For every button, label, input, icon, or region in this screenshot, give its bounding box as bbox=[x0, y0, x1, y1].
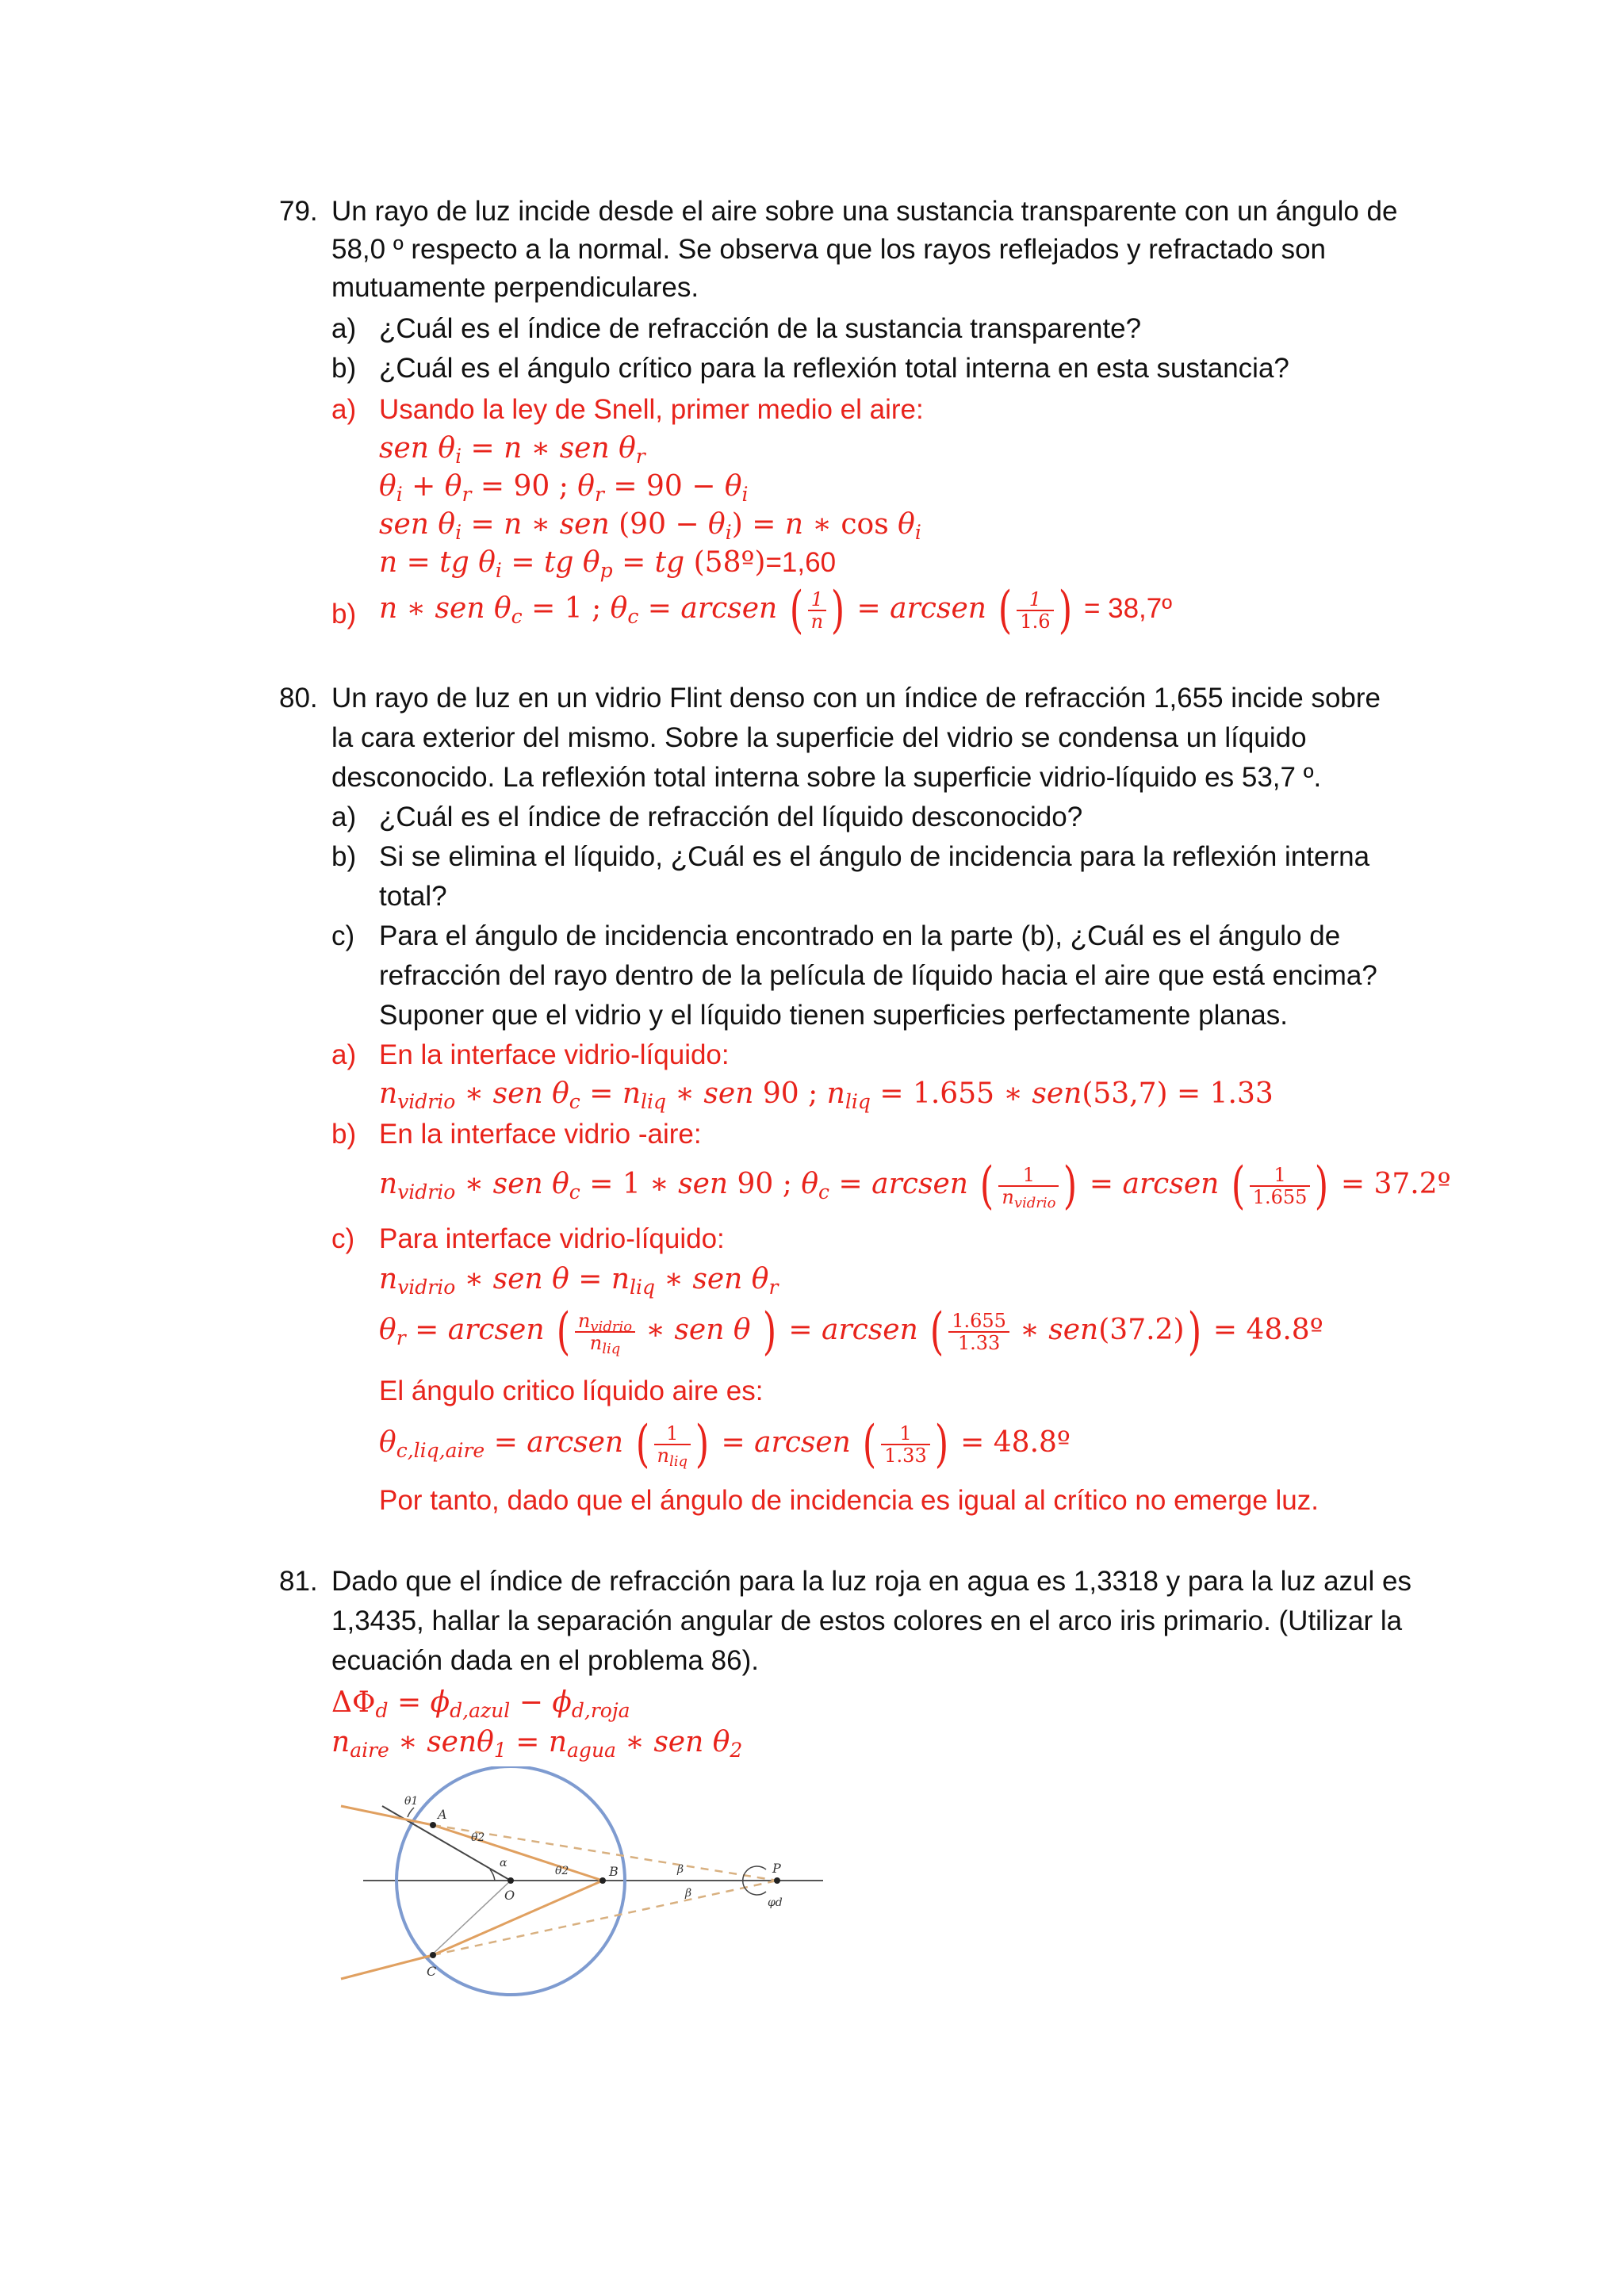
result-critical-liq: 48.8º bbox=[993, 1426, 1071, 1459]
label-theta2-b: θ2 bbox=[555, 1865, 569, 1877]
label-phi: φd bbox=[768, 1896, 783, 1909]
equation-c1: $n_{vidrio}$ ∗ sen $\theta = n_{liq}$ ∗ sen $\theta_r$ bbox=[379, 1263, 779, 1299]
value-n-glass: 1.655 bbox=[912, 1077, 994, 1110]
statement-line: Un rayo de luz en un vidrio Flint denso con un índice de refracción 1,655 incide sobre bbox=[331, 683, 1381, 714]
statement-line: 1,3435, hallar la separación angular de estos colores en el arco iris primario. (Utilizar la bbox=[331, 1605, 1403, 1636]
answer-text: En la interface vidrio -aire: bbox=[379, 1119, 702, 1150]
equation-c3: $\theta_{c,liq,aire}$ = arcsen ( $\frac{1}{n_{liq}}$ ) = arcsen ( $\frac{1}{1.33}$ ) = 48.8º bbox=[379, 1415, 1071, 1474]
label-beta-top: β bbox=[677, 1863, 684, 1876]
label-alpha: α bbox=[500, 1857, 508, 1869]
statement-line: Un rayo de luz incide desde el aire sobre una sustancia transparente con un ángulo de bbox=[331, 196, 1398, 227]
answer-text: Para interface vidrio-líquido: bbox=[379, 1223, 725, 1254]
statement-line: Dado que el índice de refracción para la luz roja en agua es 1,3318 y para la luz azul es bbox=[331, 1566, 1411, 1597]
problem-number: 79. bbox=[279, 196, 318, 227]
internal-ray-bc bbox=[433, 1881, 603, 1955]
question-text: Suponer que el vidrio y el líquido tienen superficies perfectamente planas. bbox=[379, 1000, 1288, 1031]
label-b: B bbox=[609, 1864, 619, 1879]
label-o: O bbox=[504, 1888, 515, 1903]
point-c bbox=[430, 1952, 436, 1958]
question-text: Para el ángulo de incidencia encontrado en la parte (b), ¿Cuál es el ángulo de bbox=[379, 920, 1341, 951]
equation-angles: $\theta_i + \theta_r = 90$ ; $\theta_r = 90 - \theta_i$ bbox=[379, 470, 749, 506]
result-critical: = 38,7º bbox=[1083, 593, 1173, 624]
problem-number: 80. bbox=[279, 683, 318, 714]
question-text: total? bbox=[379, 881, 447, 912]
value-n-liq: 1.33 bbox=[1209, 1077, 1274, 1110]
question-label: b) bbox=[331, 841, 357, 872]
statement-line: 58,0 º respecto a la normal. Se observa que los rayos reflejados y refractado son bbox=[331, 234, 1327, 265]
statement-line: ecuación dada en el problema 86). bbox=[331, 1645, 759, 1676]
label-theta2-a: θ2 bbox=[471, 1831, 485, 1844]
point-p bbox=[774, 1877, 780, 1884]
answer-label: a) bbox=[331, 1039, 357, 1070]
statement-line: mutuamente perpendiculares. bbox=[331, 272, 699, 303]
equation-critical: n ∗ sen $\theta_c = 1$ ; $\theta_c$ = arcsen ( $\frac{1}{n}$ ) = arcsen ( $\frac{1}{1.6}$ ) = 38,7º bbox=[379, 581, 1173, 640]
result-b: 37.2º bbox=[1373, 1168, 1451, 1200]
statement-line: la cara exterior del mismo. Sobre la superficie del vidrio se condensa un líquido bbox=[331, 722, 1307, 753]
question-label: c) bbox=[331, 920, 355, 951]
equation-snell: sen $\theta_i = n$ ∗ sen $\theta_r$ bbox=[379, 432, 645, 468]
label-p: P bbox=[772, 1861, 781, 1876]
label-theta1: θ1 bbox=[404, 1795, 419, 1808]
label-c: C bbox=[427, 1964, 437, 1979]
question-text: ¿Cuál es el índice de refracción del líquido desconocido? bbox=[379, 802, 1083, 832]
statement-line: desconocido. La reflexión total interna sobre la superficie vidrio-líquido es 53,7 º. bbox=[331, 762, 1322, 793]
question-text: ¿Cuál es el índice de refracción de la sustancia transparente? bbox=[379, 313, 1142, 344]
frac-den: 1.6 bbox=[1017, 610, 1053, 632]
equation-snell-water: $n_{aire}$ ∗ $sen\theta_1 = n_{agua}$ ∗ sen $\theta_2$ bbox=[331, 1726, 743, 1762]
equation-cos: sen $\theta_i = n$ ∗ sen $(90 - \theta_i) = n$ ∗ $\cos \theta_i$ bbox=[379, 508, 921, 544]
value-angle: 53,7 bbox=[1093, 1077, 1157, 1110]
question-text: refracción del rayo dentro de la película de líquido hacia el aire que está encima? bbox=[379, 960, 1377, 991]
point-a bbox=[430, 1822, 436, 1828]
answer-label: a) bbox=[331, 394, 357, 425]
question-label: b) bbox=[331, 353, 357, 384]
label-a: A bbox=[438, 1807, 447, 1822]
answer-label: c) bbox=[331, 1223, 355, 1254]
value-c-angle: 37.2 bbox=[1109, 1314, 1174, 1346]
equation-b: $n_{vidrio}$ ∗ sen $\theta_c = 1$ ∗ sen 90 ; $\theta_c$ = arcsen ( $\frac{1}{n_{vidrio}}$ ) = arcsen ( $\frac{1}{1.655}$ ) = 37.2º bbox=[379, 1157, 1451, 1215]
question-text: Si se elimina el líquido, ¿Cuál es el ángulo de incidencia para la reflexión interna bbox=[379, 841, 1370, 872]
question-label: a) bbox=[331, 802, 357, 832]
question-label: a) bbox=[331, 313, 357, 344]
equation-delta-phi: $\Delta\Phi_d = \phi_{d,azul} - \phi_{d,roja}$ bbox=[331, 1686, 630, 1722]
equation-a: $n_{vidrio}$ ∗ sen $\theta_c = n_{liq}$ ∗ sen 90 ; $n_{liq} = 1.655$ ∗ sen(53,7) = 1.33 bbox=[379, 1077, 1274, 1113]
result-n: =1,60 bbox=[765, 547, 837, 578]
question-text: ¿Cuál es el ángulo crítico para la reflexión total interna en esta sustancia? bbox=[379, 353, 1289, 384]
answer-text: En la interface vidrio-líquido: bbox=[379, 1039, 730, 1070]
answer-label: b) bbox=[331, 599, 357, 629]
normal-line-c bbox=[428, 1881, 511, 1958]
answer-text: Usando la ley de Snell, primer medio el aire: bbox=[379, 394, 924, 425]
answer-label: b) bbox=[331, 1119, 357, 1150]
rainbow-diagram bbox=[331, 1766, 839, 2020]
incident-ray-bottom bbox=[341, 1955, 433, 1979]
equation-c2: $\theta_r$ = arcsen ( $\frac{n_{vidrio}}{n_{liq}}$ ∗ sen θ ) = arcsen ( $\frac{1.655}{1.33}$ ∗ sen(37.2)) = 48.8º bbox=[379, 1303, 1323, 1361]
angle-arc-theta1 bbox=[408, 1808, 414, 1817]
conclusion-text: Por tanto, dado que el ángulo de incidencia es igual al crítico no emerge luz. bbox=[379, 1485, 1319, 1516]
point-o bbox=[508, 1877, 514, 1884]
label-beta-bottom: β bbox=[685, 1887, 692, 1900]
critical-text: El ángulo critico líquido aire es: bbox=[379, 1376, 764, 1406]
equation-brewster: n = tg $\theta_i$ = tg $\theta_p$ = tg (58º)=1,60 bbox=[379, 546, 837, 582]
problem-number: 81. bbox=[279, 1566, 318, 1597]
internal-ray-ab bbox=[433, 1825, 603, 1881]
point-b bbox=[599, 1877, 606, 1884]
result-c: 48.8º bbox=[1246, 1314, 1323, 1346]
